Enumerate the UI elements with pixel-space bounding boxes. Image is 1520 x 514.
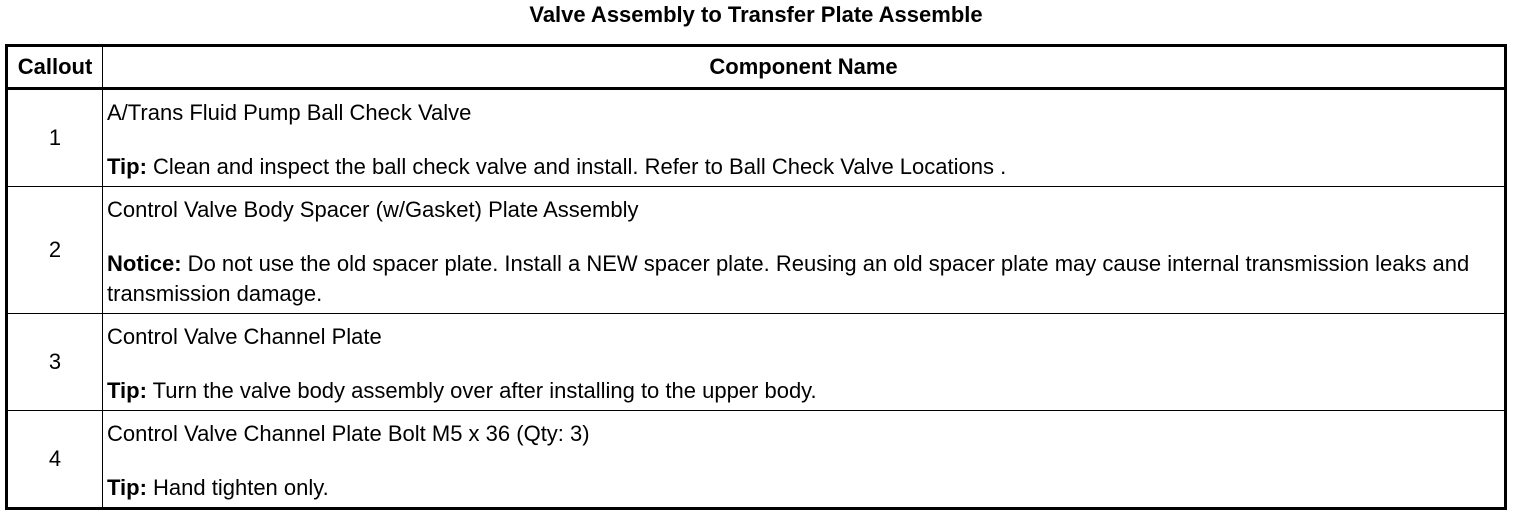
component-name: Control Valve Channel Plate Bolt M5 x 36 (Qty: 3) <box>107 421 590 446</box>
component-note <box>107 154 1006 179</box>
component-name: Control Valve Channel Plate <box>107 324 382 349</box>
component-name-column-header: Component Name <box>103 46 1506 89</box>
callout-number: 3 <box>7 314 103 411</box>
component-name: Control Valve Body Spacer (w/Gasket) Plate Assembly <box>107 197 639 222</box>
component-note <box>107 378 817 403</box>
note-text: Turn the valve body assembly over after installing to the upper body. <box>146 378 817 403</box>
callout-number: 1 <box>7 89 103 187</box>
component-cell <box>103 314 1506 411</box>
component-cell <box>103 187 1506 314</box>
component-name: A/Trans Fluid Pump Ball Check Valve <box>107 100 472 125</box>
component-note <box>107 251 1469 306</box>
note-label: Tip: <box>107 378 147 403</box>
note-label: Notice: <box>107 251 182 276</box>
table-row <box>7 187 1506 314</box>
component-cell <box>103 89 1506 187</box>
note-text: Do not use the old spacer plate. Install a NEW spacer plate. Reusing an old spacer plate may cause internal transmission leaks and transmission damage. <box>107 251 1470 306</box>
note-text: Clean and inspect the ball check valve and install. Refer to Ball Check Valve Locations . <box>146 154 1007 179</box>
note-label: Tip: <box>107 154 147 179</box>
table-row <box>7 89 1506 187</box>
component-table <box>5 44 1507 510</box>
callout-column-header: Callout <box>7 46 103 89</box>
table-row <box>7 314 1506 411</box>
callout-number: 2 <box>7 187 103 314</box>
table-header-row <box>7 46 1506 89</box>
callout-number: 4 <box>7 411 103 509</box>
component-cell <box>103 411 1506 509</box>
note-text: Hand tighten only. <box>146 475 329 500</box>
note-label: Tip: <box>107 475 147 500</box>
document-title: Valve Assembly to Transfer Plate Assemble <box>529 2 983 27</box>
table-row <box>7 411 1506 509</box>
component-note <box>107 475 329 500</box>
